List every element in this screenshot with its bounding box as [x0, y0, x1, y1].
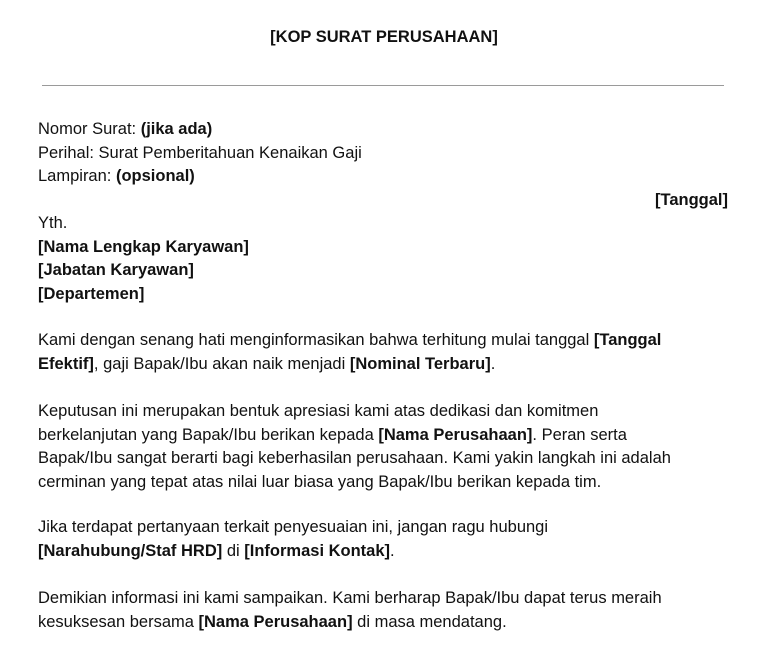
letter-number-value: (jika ada): [140, 120, 213, 138]
recipient-name: [Nama Lengkap Karyawan]: [38, 237, 249, 256]
placeholder-effective-date-cont: Efektif]: [38, 354, 94, 373]
paragraph-line: kesuksesan bersama [Nama Perusahaan] di masa mendatang.: [38, 612, 507, 631]
paragraph-line: Keputusan ini merupakan bentuk apresiasi kami atas dedikasi dan komitmen: [38, 402, 599, 420]
letter-date: [Tanggal]: [654, 191, 728, 209]
paragraph-contact: [38, 516, 728, 563]
attachment-line: [38, 165, 728, 189]
paragraph-effective-date: [38, 329, 728, 376]
letter-meta: [38, 118, 728, 189]
placeholder-hr-contact-person: [Narahubung/Staf HRD]: [38, 541, 223, 560]
paragraph-line: [Narahubung/Staf HRD] di [Informasi Kontak].: [38, 541, 395, 560]
letterhead-divider: [42, 85, 724, 86]
placeholder-contact-info: [Informasi Kontak]: [244, 541, 391, 560]
recipient-block: [38, 212, 249, 306]
letter-number-label: Nomor Surat:: [38, 120, 141, 138]
subject-line: Perihal: Surat Pemberitahuan Kenaikan Gaji: [38, 143, 362, 162]
paragraph-line: Jika terdapat pertanyaan terkait penyesuaian ini, jangan ragu hubungi: [38, 518, 549, 536]
paragraph-closing: [38, 587, 728, 634]
paragraph-line: berkelanjutan yang Bapak/Ibu berikan kepada [Nama Perusahaan]. Peran serta: [38, 425, 627, 444]
paragraph-line: cerminan yang tepat atas nilai luar biasa yang Bapak/Ibu berikan kepada tim.: [38, 472, 602, 491]
placeholder-company-name: [Nama Perusahaan]: [198, 612, 353, 631]
placeholder-new-salary: [Nominal Terbaru]: [349, 354, 491, 373]
placeholder-company-name: [Nama Perusahaan]: [378, 425, 533, 444]
letter-number-line: [38, 118, 728, 142]
letterhead-title: [KOP SURAT PERUSAHAAN]: [270, 28, 498, 46]
paragraph-line: Bapak/Ibu sangat berarti bagi keberhasilan perusahaan. Kami yakin langkah ini adalah: [38, 449, 671, 467]
paragraph-line: Kami dengan senang hati menginformasikan bahwa terhitung mulai tanggal [Tanggal: [38, 331, 662, 349]
attachment-value: (opsional): [115, 167, 195, 185]
paragraph-line: Demikian informasi ini kami sampaikan. Kami berharap Bapak/Ibu dapat terus meraih: [38, 589, 662, 607]
attachment-label: Lampiran:: [38, 167, 116, 185]
paragraph-appreciation: [38, 400, 728, 494]
recipient-position: [Jabatan Karyawan]: [38, 261, 194, 279]
placeholder-effective-date: [Tanggal: [593, 331, 662, 349]
paragraph-line: Efektif], gaji Bapak/Ibu akan naik menjadi [Nominal Terbaru].: [38, 354, 496, 373]
recipient-salutation: Yth.: [38, 214, 68, 232]
recipient-department: [Departemen]: [38, 284, 145, 303]
